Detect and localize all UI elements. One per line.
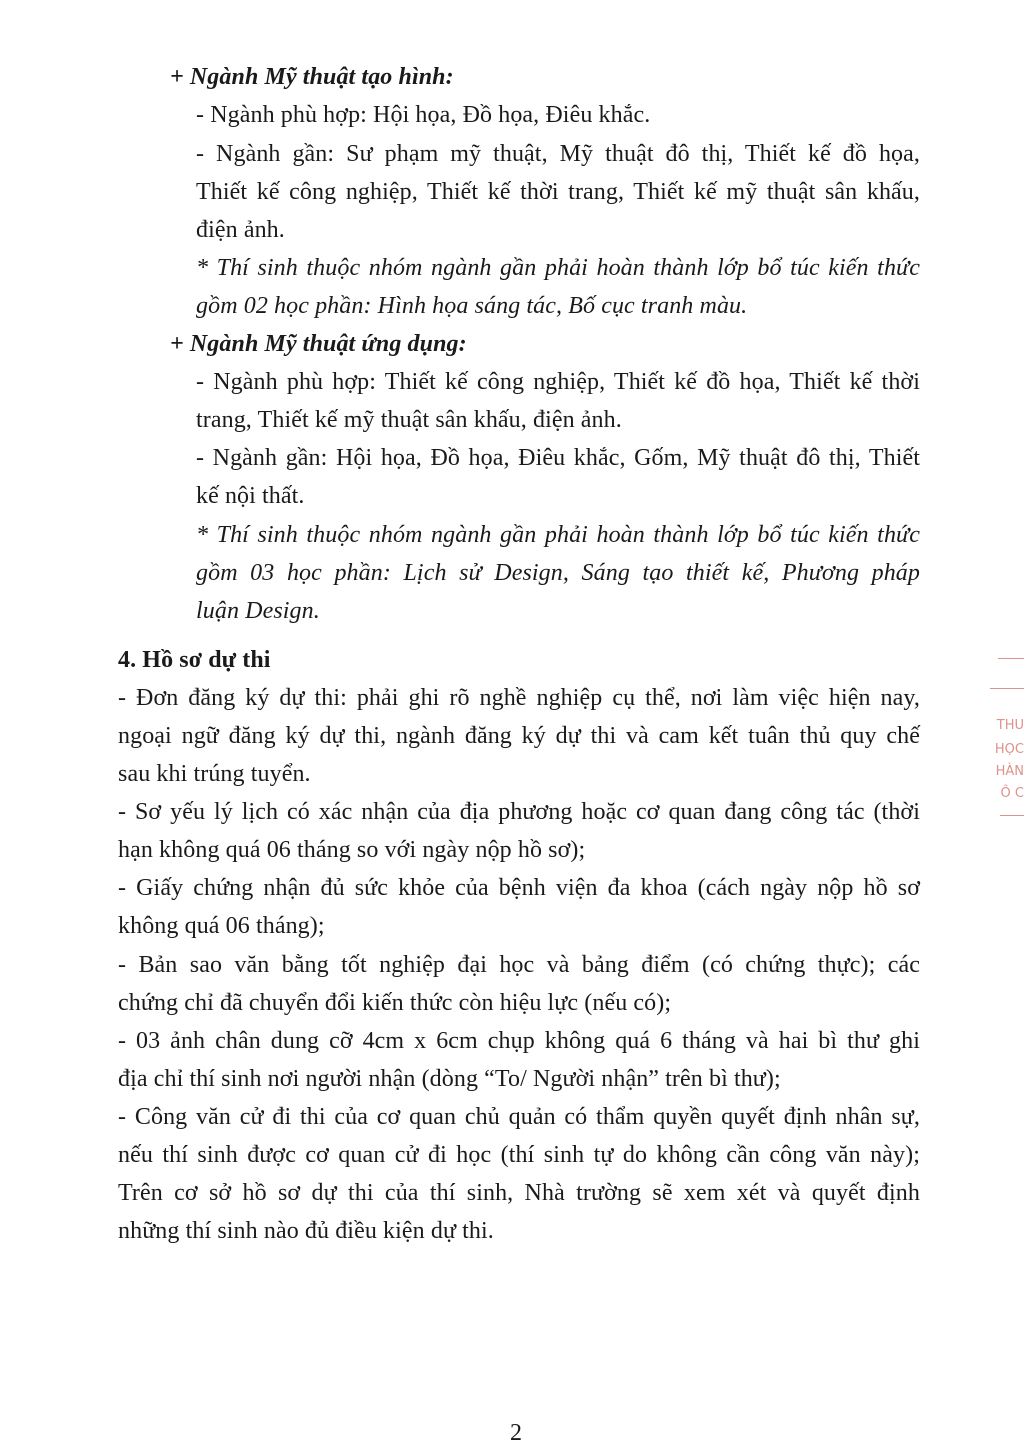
section4-line-10: - 03 ảnh chân dung cỡ 4cm x 6cm chụp không quá 6 tháng và hai bì thư ghi [118,1028,920,1054]
section4-line-4: - Sơ yếu lý lịch có xác nhận của địa phương hoặc cơ quan đang công tác (thời [118,799,920,825]
page-number: 2 [510,1420,522,1446]
section4-line-7: không quá 06 tháng); [118,913,325,939]
applied-near-line-1: - Ngành gần: Hội họa, Đồ họa, Điêu khắc, Gốm, Mỹ thuật đô thị, Thiết [196,445,920,471]
art-suitable: - Ngành phù hợp: Hội họa, Đồ họa, Điêu khắc. [196,102,651,128]
section4-line-2: ngoại ngữ đăng ký dự thi, ngành đăng ký dự thi và cam kết tuân thủ quy chế [118,723,920,749]
section4-line-11: địa chỉ thí sinh nơi người nhận (dòng “To/ Người nhận” trên bì thư); [118,1066,781,1092]
stamp-text-4: Ô C [1000,786,1024,801]
section4-line-1: - Đơn đăng ký dự thi: phải ghi rõ nghề nghiệp cụ thể, nơi làm việc hiện nay, [118,685,920,711]
applied-suitable-line-1: - Ngành phù hợp: Thiết kế công nghiệp, Thiết kế đồ họa, Thiết kế thời [196,369,920,395]
section4-line-15: những thí sinh nào đủ điều kiện dự thi. [118,1218,494,1244]
art-note-line-2: gồm 02 học phần: Hình họa sáng tác, Bố cục tranh màu. [196,293,748,319]
stamp-text-2: HỌC [994,742,1024,757]
stamp-line-2 [990,688,1024,689]
applied-heading: + Ngành Mỹ thuật ứng dụng: [170,331,467,357]
section4-line-12: - Công văn cử đi thi của cơ quan chủ quản có thẩm quyền quyết định nhân sự, [118,1104,920,1130]
art-near-line-3: điện ảnh. [196,217,285,243]
art-near-line-2: Thiết kế công nghiệp, Thiết kế thời trang, Thiết kế mỹ thuật sân khấu, [196,179,920,205]
art-note-line-1: * Thí sinh thuộc nhóm ngành gần phải hoàn thành lớp bổ túc kiến thức [196,255,920,281]
section4-line-13: nếu thí sinh được cơ quan cử đi học (thí sinh tự do không cần công văn này); [118,1142,920,1168]
section4-line-8: - Bản sao văn bằng tốt nghiệp đại học và bảng điểm (có chứng thực); các [118,952,920,978]
art-near-line-1: - Ngành gần: Sư phạm mỹ thuật, Mỹ thuật đô thị, Thiết kế đồ họa, [196,141,920,167]
applied-note-line-3: luận Design. [196,598,320,624]
section4-line-9: chứng chỉ đã chuyển đổi kiến thức còn hiệu lực (nếu có); [118,990,672,1016]
applied-note-line-2: gồm 03 học phần: Lịch sử Design, Sáng tạo thiết kế, Phương pháp [196,560,920,586]
stamp-text-1: THU [996,718,1024,733]
applied-suitable-line-2: trang, Thiết kế mỹ thuật sân khấu, điện ảnh. [196,407,622,433]
stamp-fragment [984,650,1024,850]
art-heading: + Ngành Mỹ thuật tạo hình: [170,64,454,90]
stamp-text-3: HÀN [995,764,1024,779]
section4-heading: 4. Hồ sơ dự thi [118,647,271,673]
section4-line-6: - Giấy chứng nhận đủ sức khỏe của bệnh viện đa khoa (cách ngày nộp hồ sơ [118,875,920,901]
stamp-line-3 [1000,815,1024,816]
section4-line-14: Trên cơ sở hồ sơ dự thi của thí sinh, Nhà trường sẽ xem xét và quyết định [118,1180,920,1206]
applied-note-line-1: * Thí sinh thuộc nhóm ngành gần phải hoàn thành lớp bổ túc kiến thức [196,522,920,548]
section4-line-3: sau khi trúng tuyển. [118,761,311,787]
applied-near-line-2: kế nội thất. [196,483,305,509]
stamp-line-1 [998,658,1024,659]
section4-line-5: hạn không quá 06 tháng so với ngày nộp hồ sơ); [118,837,586,863]
